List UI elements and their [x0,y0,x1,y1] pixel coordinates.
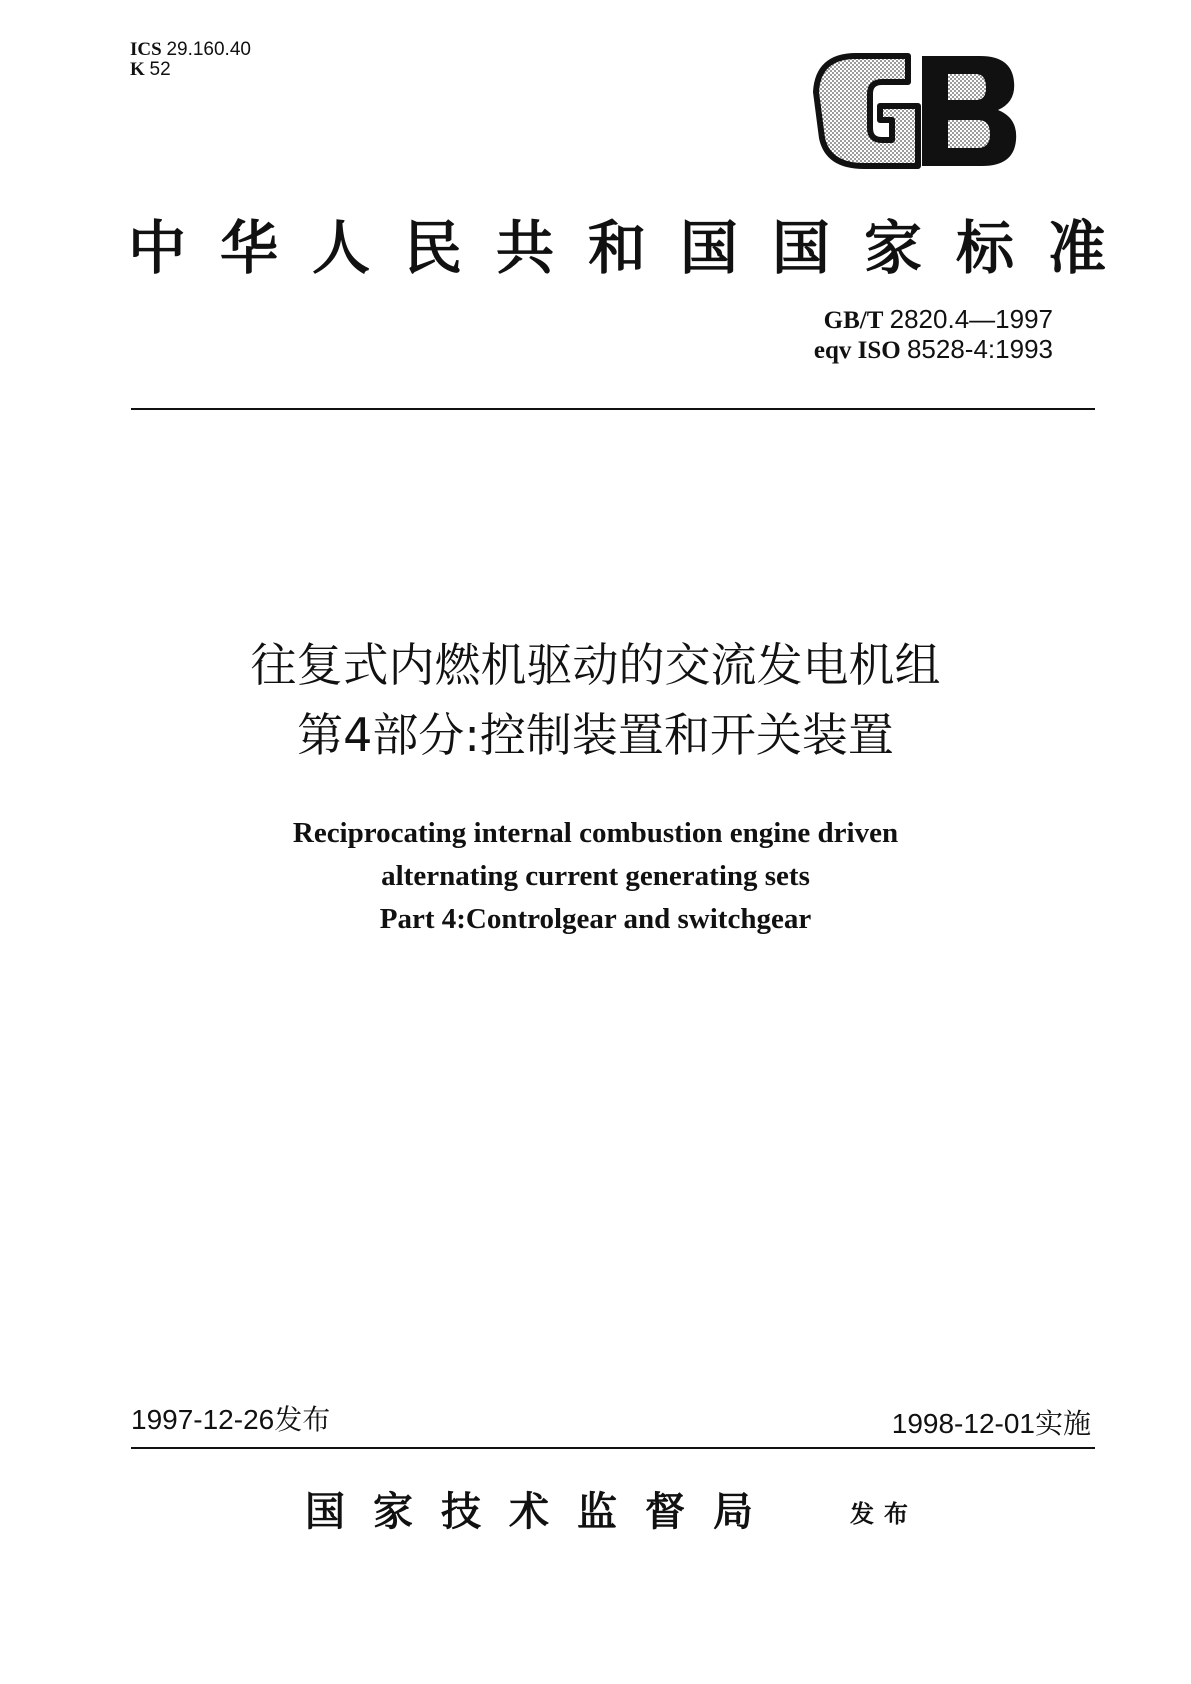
eqv-number: 8528-4:1993 [906,334,1053,364]
issuing-authority: 国家技术监督局 [305,1488,781,1535]
eqv-prefix: eqv ISO [813,337,901,364]
ics-label: ICS [130,39,162,60]
ccs-label: K [130,59,145,80]
footer-divider [131,1447,1095,1449]
header-divider [131,408,1095,410]
gb-standard-number [824,304,1053,336]
title-en-line1: Reciprocating internal combustion engine driven [292,817,899,849]
gb-logo-b-shape [922,56,1016,166]
issuing-authority-suffix: 发布 [850,1500,918,1528]
title-en-line2: alternating current generating sets [381,860,810,892]
effective-date: 1998-12-01实施 [891,1408,1091,1439]
ics-code: 29.160.40 [166,39,251,60]
issue-date: 1997-12-26发布 [131,1404,331,1435]
gb-logo-g-shape [816,56,918,166]
title-cn-line1: 往复式内燃机驱动的交流发电机组 [250,638,941,692]
gb-prefix: GB/T [823,307,884,334]
ccs-code: 52 [149,59,171,80]
iso-equivalent-number [814,334,1053,366]
gb-number: 2820.4—1997 [889,304,1053,334]
gb-logo [808,52,1022,170]
ics-classification [130,40,251,60]
ccs-classification [130,60,171,80]
standard-heading: 中华人民共和国国家标准 [128,214,1141,282]
title-en-line3: Part 4:Controlgear and switchgear [379,903,812,935]
title-cn-line2: 第4部分:控制装置和开关装置 [297,708,894,762]
